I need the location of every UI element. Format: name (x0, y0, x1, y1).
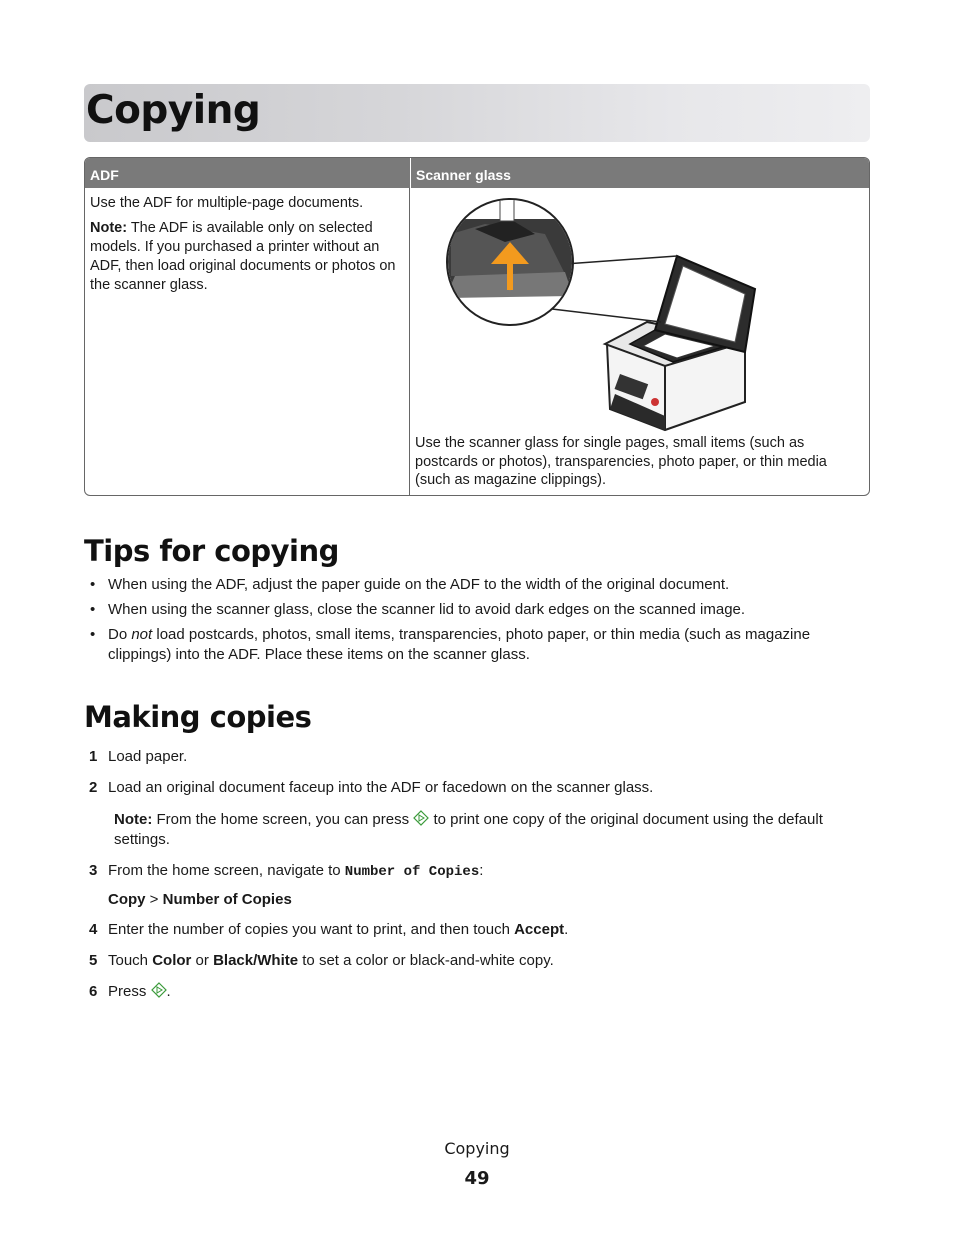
header-scanner-glass: Scanner glass (410, 158, 869, 188)
step-number: 3 (89, 862, 98, 879)
steps-list (84, 747, 870, 1002)
tips-list (84, 575, 844, 670)
step-2-note: Note: From the home screen, you can press to print one copy of the original document using the default settings. (114, 811, 823, 848)
note-label: Note: (90, 220, 128, 236)
step-number: 4 (89, 921, 98, 938)
adf-note-text: The ADF is available only on selected models. If you purchased a printer without an ADF, then load original documents or photos on the scanner glass. (90, 220, 396, 293)
list-item: • When using the ADF, adjust the paper guide on the ADF to the width of the original document. (84, 575, 844, 595)
making-copies-heading: Making copies (84, 700, 312, 734)
step-number: 2 (89, 779, 98, 796)
tips-heading: Tips for copying (84, 534, 339, 568)
list-item: • Do not load postcards, photos, small items, transparencies, photo paper, or thin media (such as magazine clippings) into the ADF. Place these items on the scanner glass. (84, 625, 844, 665)
title-banner (84, 84, 870, 142)
step-number: 1 (89, 748, 98, 765)
header-adf: ADF (85, 158, 410, 188)
adf-note (90, 219, 404, 295)
scanner-glass-text: Use the scanner glass for single pages, small items (such as postcards or photos), transparencies, photo paper, or thin media (such as magazine clippings). (415, 435, 827, 488)
printer-illustration (415, 194, 864, 434)
adf-cell (85, 188, 410, 495)
page-number: 49 (464, 1168, 490, 1189)
step-3: 3 From the home screen, navigate to Number of Copies: (89, 862, 484, 880)
step-2 (84, 778, 870, 798)
step-text: Load an original document faceup into the ADF or facedown on the scanner glass. (108, 779, 654, 796)
step-5: 5 Touch Color or Black/White to set a color or black-and-white copy. (89, 952, 554, 969)
list-item: • When using the scanner glass, close the scanner lid to avoid dark edges on the scanned image. (84, 600, 844, 620)
media-comparison-table (84, 157, 870, 496)
menu-code: Number of Copies (344, 864, 480, 880)
step-6: 6 Press . (89, 983, 171, 1000)
step-text: Load paper. (108, 748, 188, 765)
step-4: 4 Enter the number of copies you want to print, and then touch Accept. (89, 921, 569, 938)
step-number: 6 (89, 983, 98, 1000)
menu-path: Copy > Number of Copies (108, 891, 292, 908)
adf-text: Use the ADF for multiple-page documents. (90, 195, 364, 211)
step-1 (84, 747, 870, 767)
page-title: Copying (86, 88, 261, 133)
footer-section-label: Copying (444, 1139, 510, 1158)
scanner-glass-cell (410, 188, 869, 495)
start-diamond-icon (151, 982, 167, 998)
emphasis-not: not (131, 626, 153, 643)
start-diamond-icon (413, 810, 429, 826)
note-label: Note: (114, 811, 153, 828)
step-number: 5 (89, 952, 98, 969)
